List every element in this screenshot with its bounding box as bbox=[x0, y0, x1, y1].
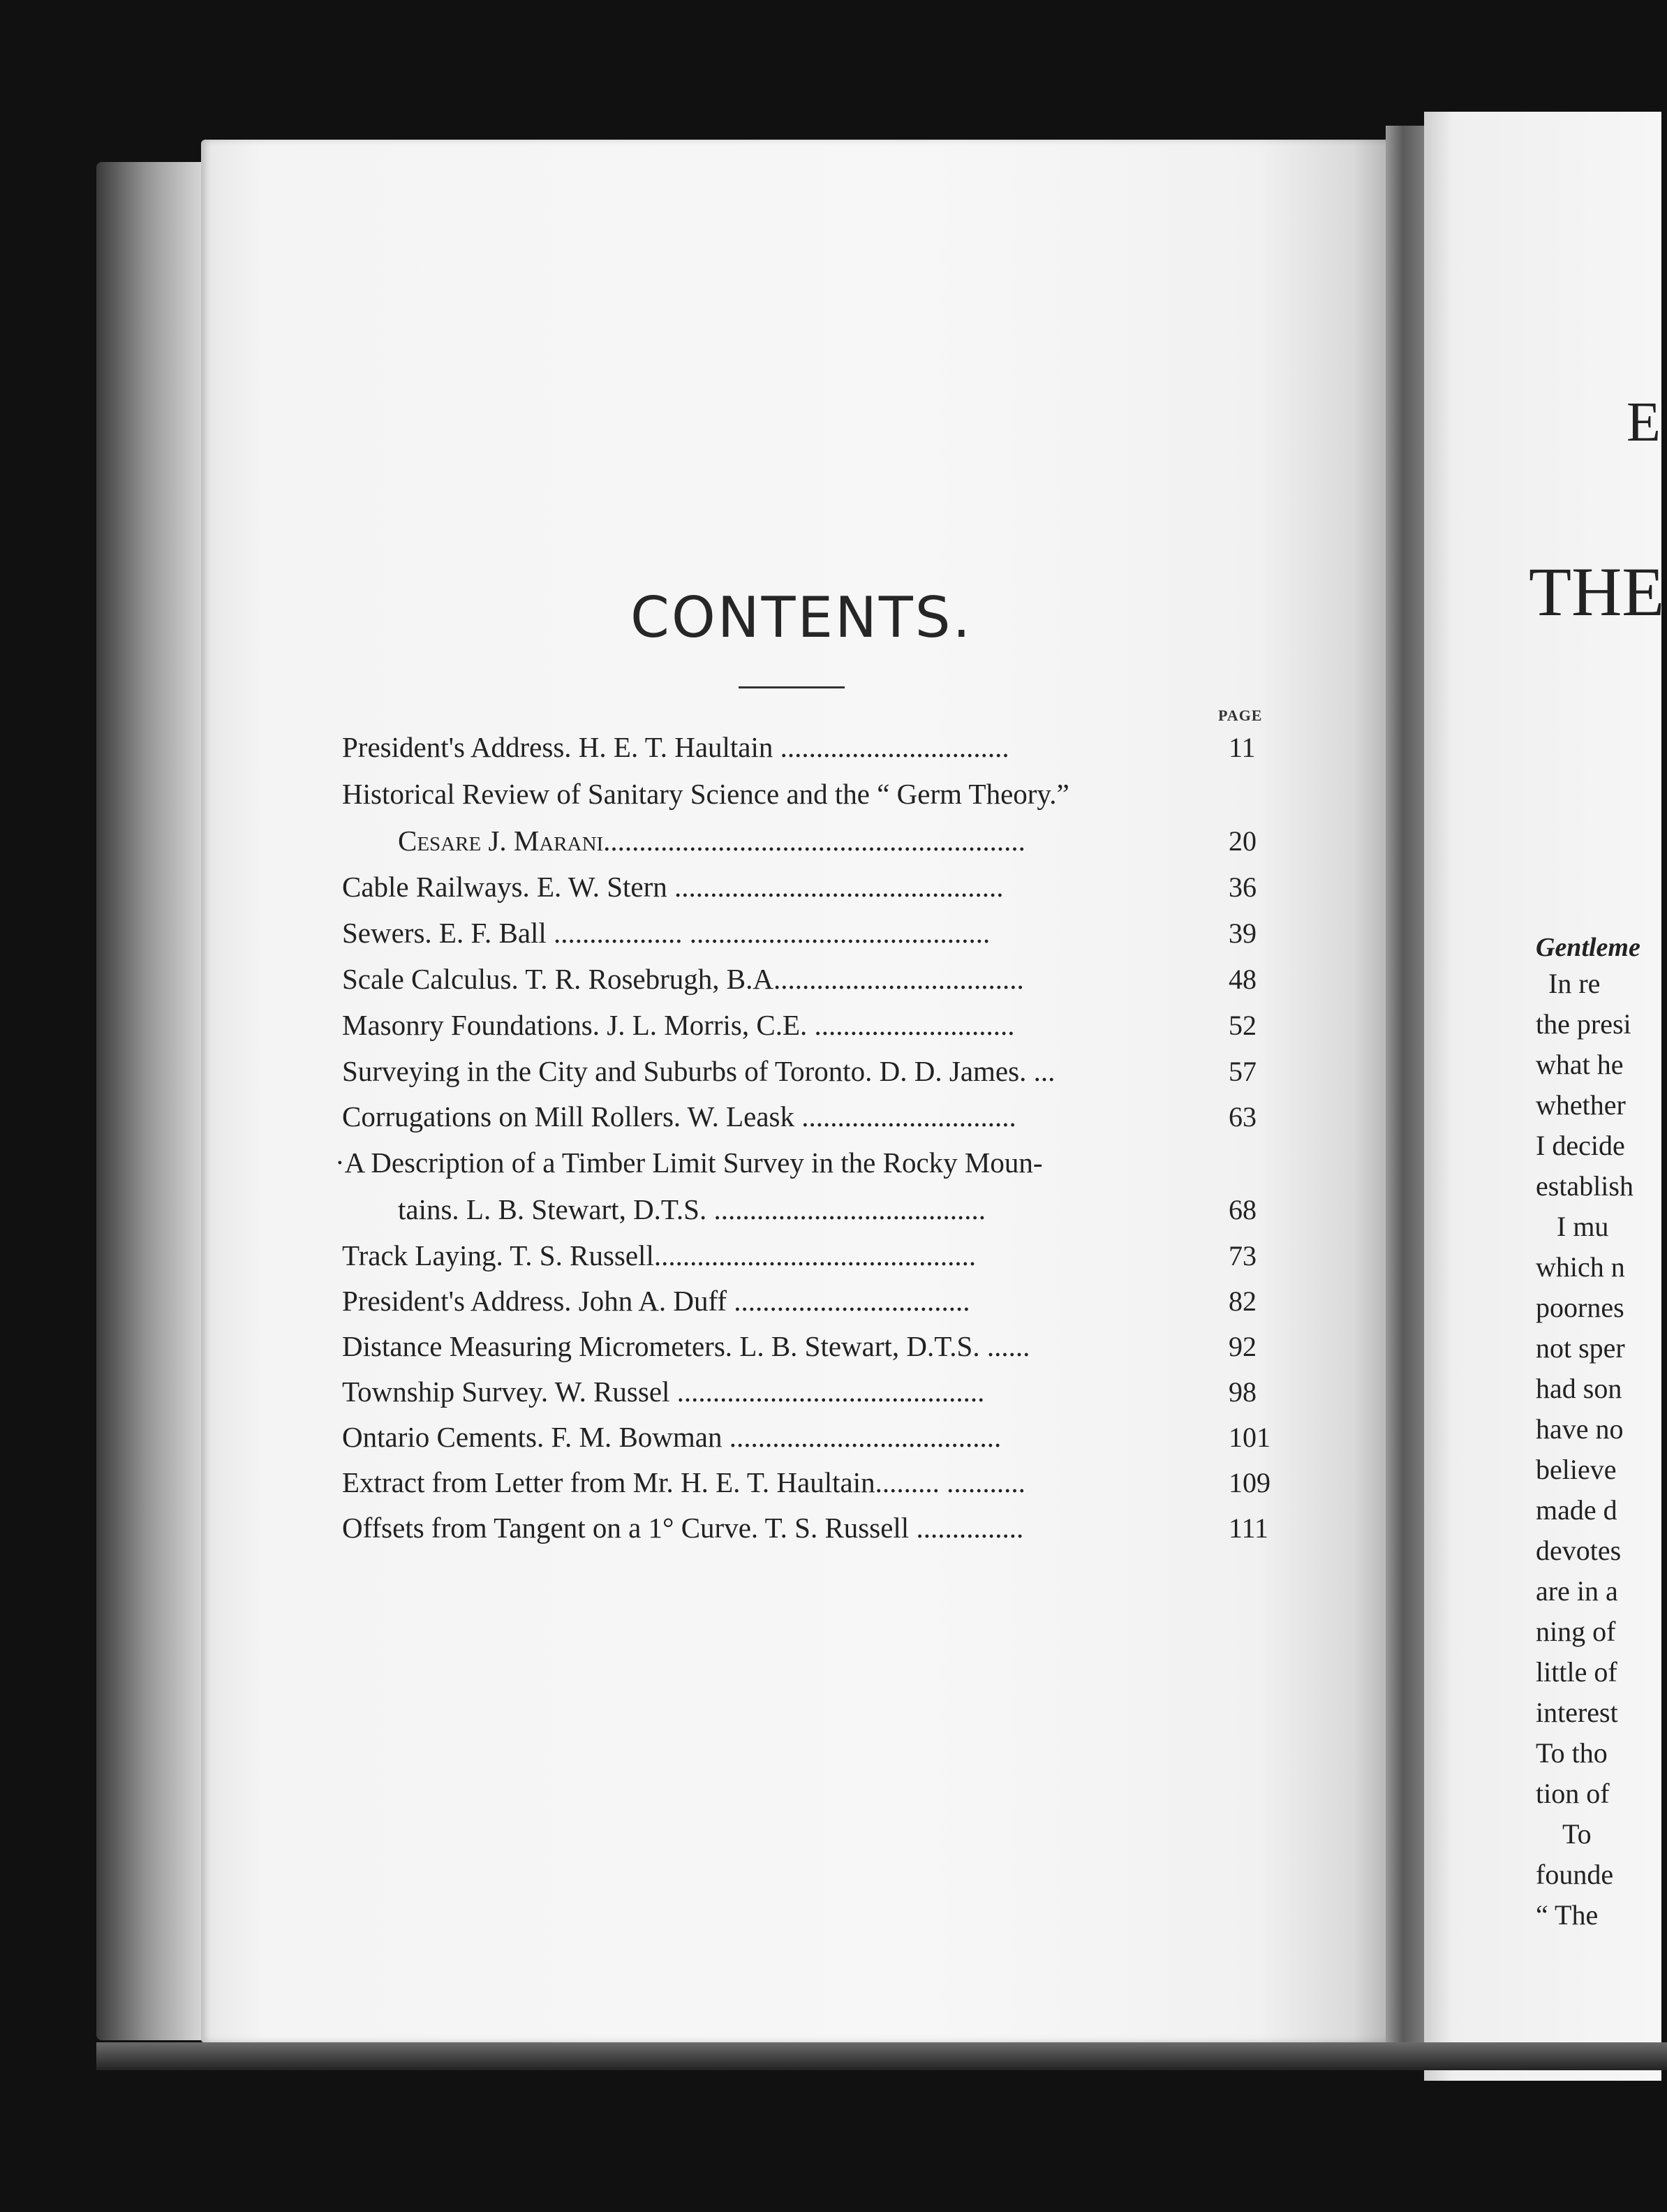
right-page-line: To bbox=[1562, 1818, 1592, 1850]
toc-entry-text: Track Laying. T. S. Russell............................................. bbox=[342, 1239, 977, 1271]
toc-entry-page: 82 bbox=[1229, 1285, 1257, 1317]
right-page-line: “ The bbox=[1536, 1899, 1599, 1931]
right-page-line: whether bbox=[1536, 1089, 1626, 1121]
toc-entry-text: Cable Railways. E. W. Stern .............................................. bbox=[342, 871, 1004, 903]
right-page-heading: THE bbox=[1529, 553, 1665, 631]
toc-entry bbox=[342, 1327, 1274, 1369]
toc-entry-page: 63 bbox=[1229, 1101, 1257, 1133]
right-page-line: poornes bbox=[1536, 1292, 1624, 1323]
right-page-line: ning of bbox=[1536, 1616, 1616, 1647]
toc-entry-page: 109 bbox=[1229, 1467, 1270, 1498]
toc-entry-page: 39 bbox=[1229, 917, 1257, 949]
toc-entry-text: President's Address. John A. Duff ................................. bbox=[342, 1285, 970, 1317]
toc-entry-text: Distance Measuring Micrometers. L. B. Stewart, D.T.S. ...... bbox=[342, 1330, 1030, 1362]
book-bottom-edge bbox=[96, 2042, 1667, 2070]
contents-title: CONTENTS. bbox=[630, 585, 972, 650]
toc-entry bbox=[342, 1508, 1274, 1550]
right-page-salutation: Gentleme bbox=[1536, 933, 1640, 962]
right-page-line: made d bbox=[1536, 1494, 1617, 1526]
right-page-header-letter: E bbox=[1627, 392, 1661, 453]
toc-entry-page: 68 bbox=[1229, 1194, 1257, 1225]
toc-entry-page: 92 bbox=[1229, 1331, 1257, 1362]
toc-entry-page: 52 bbox=[1229, 1010, 1257, 1041]
right-page-line: not sper bbox=[1536, 1332, 1625, 1364]
toc-entry-text: Ontario Cements. F. M. Bowman ...................................... bbox=[342, 1421, 1002, 1453]
toc-entry bbox=[342, 1281, 1274, 1323]
toc-entry bbox=[342, 1463, 1274, 1505]
toc-entry-text: Cesare J. Marani........................................................... bbox=[398, 825, 1025, 857]
toc-entry bbox=[342, 1417, 1274, 1459]
toc-entry-text: tains. L. B. Stewart, D.T.S. ...................................... bbox=[398, 1193, 986, 1225]
right-page-line: establish bbox=[1536, 1170, 1633, 1202]
toc-entry-text: ·A Description of a Timber Limit Survey in the Rocky Moun- bbox=[335, 1146, 1043, 1179]
toc-entry-page: 11 bbox=[1229, 732, 1256, 763]
toc-entry bbox=[342, 1236, 1274, 1278]
right-page-line: To tho bbox=[1536, 1737, 1608, 1769]
right-page-line: what he bbox=[1536, 1049, 1624, 1080]
toc-entry-page: 98 bbox=[1229, 1376, 1257, 1408]
toc-entry-text: Offsets from Tangent on a 1° Curve. T. S. Russell ............... bbox=[342, 1512, 1024, 1544]
toc-entry bbox=[398, 821, 1274, 863]
toc-entry bbox=[342, 913, 1274, 955]
toc-entry bbox=[342, 1052, 1274, 1093]
right-page-line: In re bbox=[1548, 968, 1601, 999]
toc-entry-text: Extract from Letter from Mr. H. E. T. Haultain......... ........... bbox=[342, 1466, 1025, 1498]
toc-entry-page: 57 bbox=[1229, 1056, 1257, 1087]
toc-entry bbox=[342, 1005, 1274, 1047]
right-page-line: the presi bbox=[1536, 1008, 1631, 1040]
toc-entry bbox=[342, 959, 1274, 1001]
toc-entry-text: Corrugations on Mill Rollers. W. Leask .............................. bbox=[342, 1100, 1016, 1133]
toc-entry bbox=[398, 1190, 1274, 1232]
toc-entry-text: Scale Calculus. T. R. Rosebrugh, B.A................................... bbox=[342, 963, 1024, 995]
title-rule bbox=[739, 686, 845, 688]
toc-entry bbox=[342, 1372, 1274, 1414]
toc-entry-page: 36 bbox=[1229, 871, 1257, 903]
toc-entry bbox=[342, 867, 1274, 909]
right-page-line: tion of bbox=[1536, 1778, 1610, 1809]
right-page-line: which n bbox=[1536, 1251, 1625, 1283]
right-page-line: believe bbox=[1536, 1454, 1617, 1485]
right-page-line: little of bbox=[1536, 1656, 1617, 1688]
toc-entry-text: Sewers. E. F. Ball .................. .......................................... bbox=[342, 917, 991, 949]
toc-entry-text: President's Address. H. E. T. Haultain ................................ bbox=[342, 731, 1009, 763]
toc-entry-page: 101 bbox=[1229, 1422, 1270, 1453]
book-page-edges bbox=[96, 162, 201, 2040]
toc-entry-text: Township Survey. W. Russel ........................................... bbox=[342, 1376, 985, 1408]
toc-entry-page: 111 bbox=[1229, 1512, 1269, 1544]
right-page-line: have no bbox=[1536, 1413, 1624, 1445]
toc-entry bbox=[342, 728, 1274, 769]
toc-entry-text: Historical Review of Sanitary Science and the “ Germ Theory.” bbox=[342, 778, 1069, 810]
right-page-line: I mu bbox=[1557, 1211, 1609, 1242]
toc-entry bbox=[342, 1097, 1274, 1139]
right-page-line: interest bbox=[1536, 1697, 1618, 1728]
right-page-line: devotes bbox=[1536, 1535, 1622, 1566]
right-page-line: are in a bbox=[1536, 1575, 1618, 1607]
toc-entry-page: 73 bbox=[1229, 1240, 1257, 1271]
right-page-line: I decide bbox=[1536, 1130, 1625, 1161]
toc-entry-text: Masonry Foundations. J. L. Morris, C.E. ............................ bbox=[342, 1009, 1015, 1041]
toc-entry-text: Surveying in the City and Suburbs of Toronto. D. D. James. ... bbox=[342, 1055, 1055, 1087]
toc-entry bbox=[335, 1143, 1267, 1185]
book-gutter bbox=[1386, 126, 1424, 2060]
toc-entry-page: 20 bbox=[1229, 825, 1257, 857]
toc-entry bbox=[342, 774, 1274, 816]
toc-entry-page: 48 bbox=[1229, 964, 1257, 995]
page-column-header: PAGE bbox=[1218, 707, 1263, 724]
right-page-line: had son bbox=[1536, 1373, 1622, 1404]
right-page-line: founde bbox=[1536, 1859, 1614, 1890]
